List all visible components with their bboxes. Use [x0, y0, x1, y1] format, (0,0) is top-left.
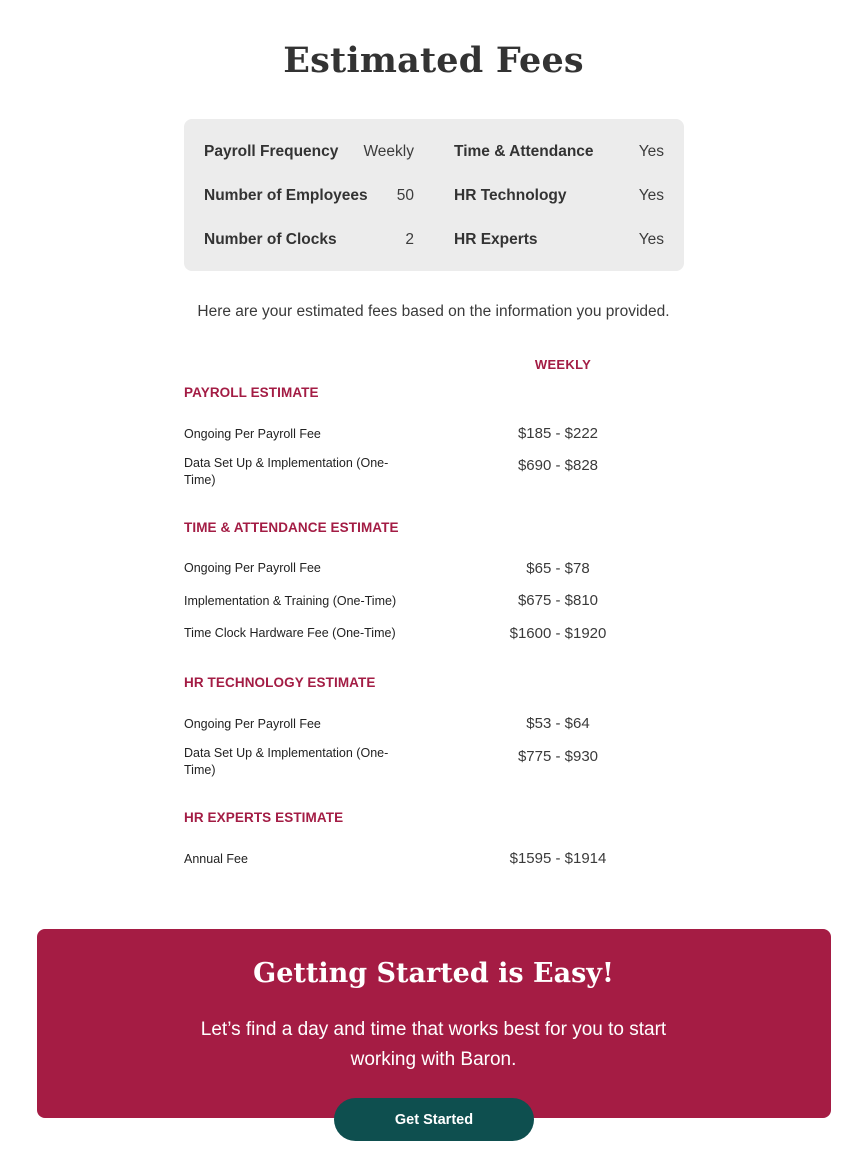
fee-value: $53 - $64 — [526, 715, 590, 732]
fee-label: Data Set Up & Implementation (One-Time) — [184, 456, 389, 487]
clocks-label: Number of Clocks — [204, 231, 337, 248]
clocks-value: 2 — [405, 231, 414, 248]
hr-technology-label: HR Technology — [454, 187, 567, 204]
section-title-time-attendance: TIME & ATTENDANCE ESTIMATE — [184, 520, 399, 535]
cta-text: Let’s find a day and time that works best for you to start working with Baron. — [200, 1019, 667, 1070]
time-attendance-label: Time & Attendance — [454, 143, 594, 160]
column-header-weekly: WEEKLY — [534, 357, 592, 372]
fee-value: $675 - $810 — [517, 592, 599, 609]
payroll-frequency-value: Weekly — [363, 143, 414, 160]
intro-text: Here are your estimated fees based on the information you provided. — [197, 303, 670, 320]
fee-label: Annual Fee — [184, 852, 248, 866]
hr-experts-value: Yes — [638, 231, 664, 248]
employees-label: Number of Employees — [204, 187, 368, 204]
fee-label: Data Set Up & Implementation (One-Time) — [184, 746, 389, 777]
cta-title: Getting Started is Easy! — [253, 958, 614, 989]
fee-value: $1600 - $1920 — [509, 625, 607, 642]
fee-label: Ongoing Per Payroll Fee — [184, 427, 321, 441]
page-title: Estimated Fees — [283, 40, 584, 81]
fee-label: Ongoing Per Payroll Fee — [184, 717, 321, 731]
fee-value: $65 - $78 — [526, 560, 590, 577]
fee-value: $690 - $828 — [517, 457, 599, 474]
time-attendance-value: Yes — [638, 143, 664, 160]
hr-experts-label: HR Experts — [454, 231, 538, 248]
hr-technology-value: Yes — [638, 187, 664, 204]
fee-value: $185 - $222 — [517, 425, 599, 442]
fee-label: Ongoing Per Payroll Fee — [184, 561, 321, 575]
section-title-payroll: PAYROLL ESTIMATE — [184, 385, 319, 400]
get-started-button[interactable]: Get Started — [334, 1098, 534, 1141]
employees-value: 50 — [396, 187, 414, 204]
payroll-frequency-label: Payroll Frequency — [204, 143, 339, 160]
section-title-hr-technology: HR TECHNOLOGY ESTIMATE — [184, 675, 376, 690]
fee-value: $775 - $930 — [517, 748, 599, 765]
fee-label: Time Clock Hardware Fee (One-Time) — [184, 626, 396, 640]
section-title-hr-experts: HR EXPERTS ESTIMATE — [184, 810, 344, 825]
fee-value: $1595 - $1914 — [509, 850, 607, 867]
fee-label: Implementation & Training (One-Time) — [184, 594, 397, 608]
